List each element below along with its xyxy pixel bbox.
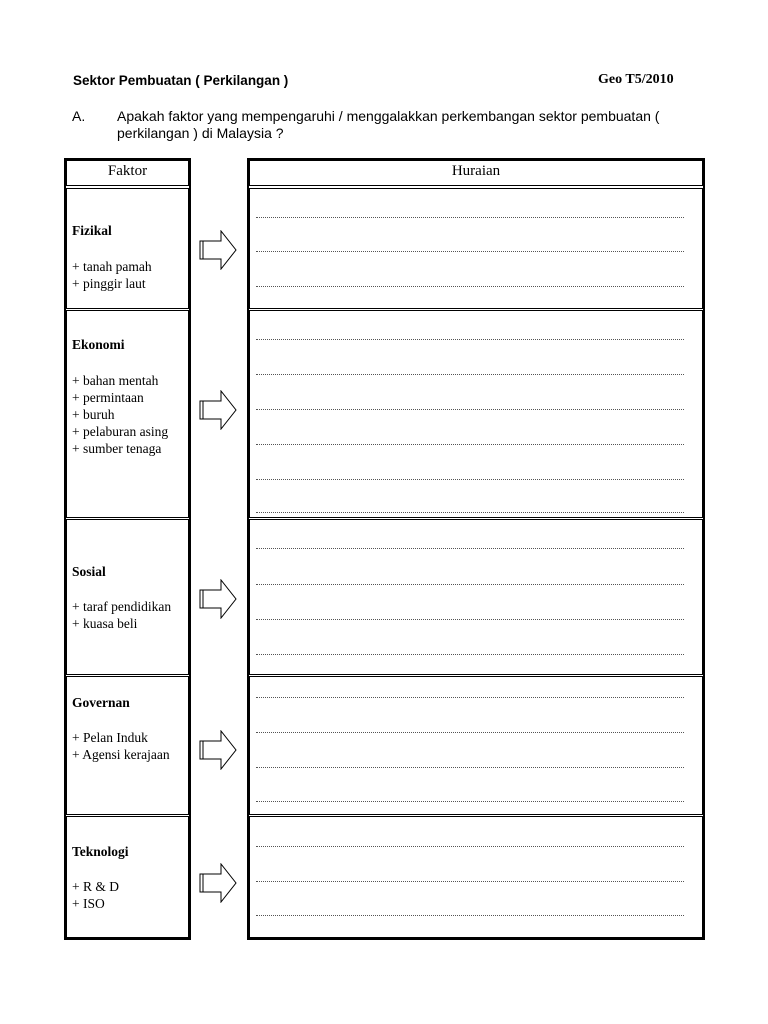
factor-cell-teknologi [66, 816, 189, 938]
arrow-right-icon [199, 730, 237, 770]
factor-item: + bahan mentah [72, 373, 159, 388]
answer-line [256, 654, 684, 655]
factor-title-sosial: Sosial [72, 564, 106, 579]
factor-item: + buruh [72, 407, 115, 422]
factor-item: + pelaburan asing [72, 424, 169, 439]
factor-item: + R & D [72, 879, 119, 894]
factor-item: + permintaan [72, 390, 144, 405]
factor-item: + pinggir laut [72, 276, 146, 291]
arrow-right-icon [199, 230, 237, 270]
factor-column-header: Faktor [107, 163, 148, 179]
answer-line [256, 512, 684, 513]
factor-item: + kuasa beli [72, 616, 138, 631]
answer-line [256, 584, 684, 585]
question-text: Apakah faktor yang mempengaruhi / menggalakkan perkembangan sektor pembuatan ( perkilangan ) di Malaysia ? [117, 108, 660, 141]
factor-item: + sumber tenaga [72, 441, 162, 456]
worksheet-code: Geo T5/2010 [598, 72, 674, 87]
answer-line [256, 217, 684, 218]
factor-item: + Pelan Induk [72, 730, 148, 745]
factor-title-ekonomi: Ekonomi [72, 337, 125, 352]
answer-line [256, 915, 684, 916]
factor-title-teknologi: Teknologi [72, 844, 129, 859]
factor-items-teknologi [72, 878, 119, 912]
answer-line [256, 339, 684, 340]
description-cell-fizikal [249, 188, 703, 309]
factor-item: + tanah pamah [72, 259, 152, 274]
factor-cell-sosial [66, 519, 189, 675]
answer-line [256, 374, 684, 375]
worksheet-title: Sektor Pembuatan ( Perkilangan ) [73, 73, 289, 88]
factor-title-fizikal: Fizikal [72, 223, 112, 238]
answer-line [256, 881, 684, 882]
answer-line [256, 548, 684, 549]
description-cell-sosial [249, 519, 703, 675]
answer-line [256, 479, 684, 480]
answer-line [256, 619, 684, 620]
factor-items-sosial [72, 598, 171, 632]
factor-items-ekonomi [72, 372, 168, 457]
description-cell-ekonomi [249, 310, 703, 518]
answer-line [256, 286, 684, 287]
factor-items-fizikal [72, 258, 152, 292]
factor-title-governan: Governan [72, 695, 130, 710]
answer-line [256, 801, 684, 802]
answer-line [256, 767, 684, 768]
answer-line [256, 697, 684, 698]
factor-item: + taraf pendidikan [72, 599, 172, 614]
factor-items-governan [72, 729, 170, 763]
factor-item: + ISO [72, 896, 105, 911]
answer-line [256, 409, 684, 410]
description-cell-teknologi [249, 816, 703, 938]
question-label: A. [72, 108, 86, 124]
factor-item: + Agensi kerajaan [72, 747, 170, 762]
arrow-right-icon [199, 390, 237, 430]
arrow-right-icon [199, 579, 237, 619]
answer-line [256, 251, 684, 252]
answer-line [256, 846, 684, 847]
answer-line [256, 444, 684, 445]
arrow-right-icon [199, 863, 237, 903]
description-column-header: Huraian [451, 163, 501, 179]
answer-line [256, 732, 684, 733]
